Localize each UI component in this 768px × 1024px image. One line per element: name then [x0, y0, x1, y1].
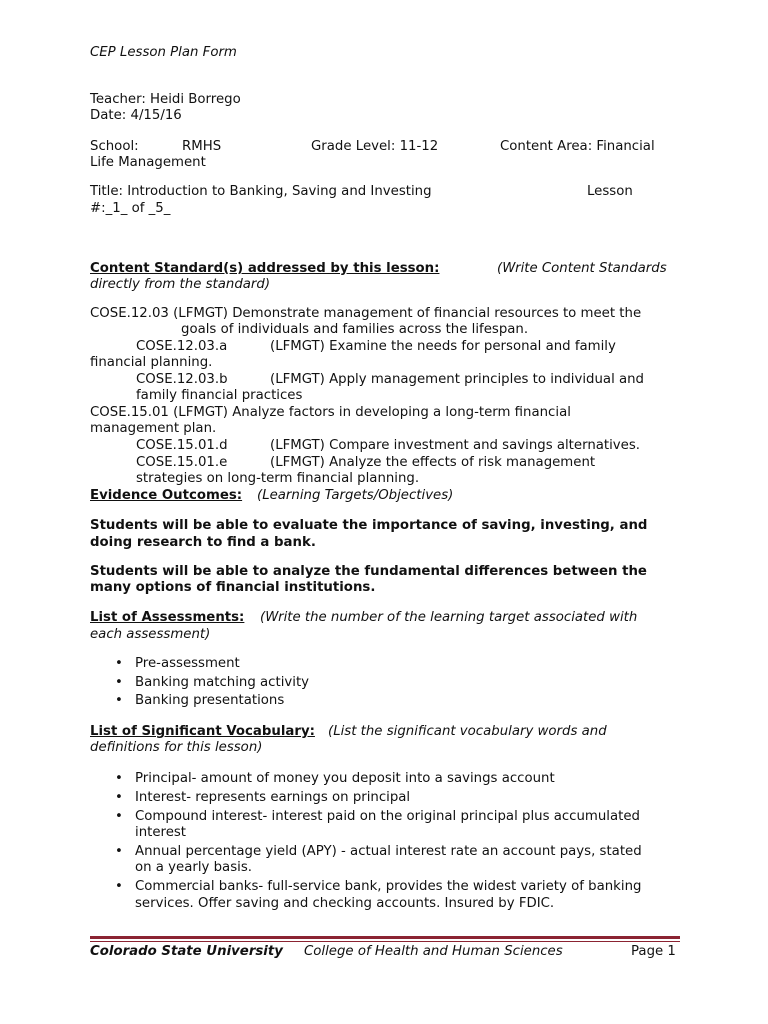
vocab-item-continued: services. Offer saving and checking accounts. Insured by FDIC. — [135, 896, 555, 911]
standard-line: financial planning. — [90, 355, 213, 370]
lesson-number: #:_1_ of _5_ — [90, 201, 171, 216]
standard-code: COSE.12.03.b — [136, 372, 228, 387]
learning-target-continued: doing research to find a bank. — [90, 535, 316, 550]
assessment-list — [90, 656, 680, 710]
bullet-icon: • — [115, 790, 123, 805]
footer-rule — [90, 936, 680, 939]
teacher-line: Teacher: Heidi Borrego — [90, 92, 241, 107]
standard-code: COSE.12.03.a — [136, 339, 228, 354]
standard-line: (LFMGT) Analyze the effects of risk management — [270, 455, 596, 470]
footer-university: Colorado State University — [90, 944, 283, 959]
vocab-item: Compound interest- interest paid on the original principal plus accumulated — [135, 809, 640, 824]
lesson-title: Title: Introduction to Banking, Saving and Investing — [90, 184, 432, 199]
vocabulary-note-continued: definitions for this lesson) — [90, 740, 263, 755]
standard-code: COSE.15.01.d — [136, 438, 228, 453]
footer-rule-thin — [90, 941, 680, 942]
list-item: • Banking matching activity — [90, 675, 680, 692]
bullet-icon: • — [115, 771, 123, 786]
assessments-heading: List of Assessments: — [90, 610, 245, 625]
standard-line: (LFMGT) Apply management principles to individual and — [270, 372, 645, 387]
vocab-item: Annual percentage yield (APY) - actual interest rate an account pays, stated — [135, 844, 642, 859]
footer-college: College of Health and Human Sciences — [304, 944, 563, 959]
content-standards-note-continued: directly from the standard) — [90, 277, 271, 292]
date-line: Date: 4/15/16 — [90, 108, 182, 123]
vocabulary-note: (List the significant vocabulary words and — [328, 724, 607, 739]
assessments-note: (Write the number of the learning target associated with — [260, 610, 638, 625]
school-value: RMHS — [182, 139, 222, 154]
list-item: • Pre-assessment — [90, 656, 680, 673]
evidence-outcomes-heading: Evidence Outcomes: — [90, 488, 243, 503]
form-title: CEP Lesson Plan Form — [90, 45, 237, 60]
standard-line: (LFMGT) Compare investment and savings alternatives. — [270, 438, 641, 453]
learning-target: Students will be able to evaluate the importance of saving, investing, and — [90, 518, 648, 533]
bullet-icon: • — [115, 809, 123, 824]
standard-code: COSE.15.01.e — [136, 455, 228, 470]
footer-page-number: Page 1 — [631, 944, 676, 959]
vocab-item: Commercial banks- full-service bank, provides the widest variety of banking — [135, 879, 642, 894]
learning-target: Students will be able to analyze the fundamental differences between the — [90, 564, 647, 579]
vocab-item-continued: interest — [135, 825, 187, 840]
grade-level: Grade Level: 11-12 — [311, 139, 439, 154]
standard-line: family financial practices — [136, 388, 303, 403]
list-item: • Banking presentations — [90, 693, 680, 710]
content-area-continued: Life Management — [90, 155, 206, 170]
standard-line: (LFMGT) Examine the needs for personal and family — [270, 339, 616, 354]
standard-line: COSE.15.01 (LFMGT) Analyze factors in developing a long-term financial — [90, 405, 571, 420]
assessments-note-continued: each assessment) — [90, 627, 211, 642]
standard-line: management plan. — [90, 421, 217, 436]
vocab-item: Interest- represents earnings on principal — [135, 790, 411, 805]
content-standards-note: (Write Content Standards — [497, 261, 667, 276]
standard-line: goals of individuals and families across the lifespan. — [181, 322, 529, 337]
vocab-item: Principal- amount of money you deposit into a savings account — [135, 771, 555, 786]
evidence-outcomes-note: (Learning Targets/Objectives) — [257, 488, 454, 503]
lesson-label: Lesson — [587, 184, 633, 199]
bullet-icon: • — [115, 879, 123, 894]
learning-target-continued: many options of financial institutions. — [90, 580, 376, 595]
content-area: Content Area: Financial — [500, 139, 655, 154]
bullet-icon: • — [115, 844, 123, 859]
school-label: School: — [90, 139, 139, 154]
standard-line: COSE.12.03 (LFMGT) Demonstrate management of financial resources to meet the — [90, 306, 642, 321]
vocab-item-continued: on a yearly basis. — [135, 860, 252, 875]
vocabulary-heading: List of Significant Vocabulary: — [90, 724, 315, 739]
standard-line: strategies on long-term financial planning. — [136, 471, 420, 486]
content-standards-heading: Content Standard(s) addressed by this lesson: — [90, 261, 440, 276]
